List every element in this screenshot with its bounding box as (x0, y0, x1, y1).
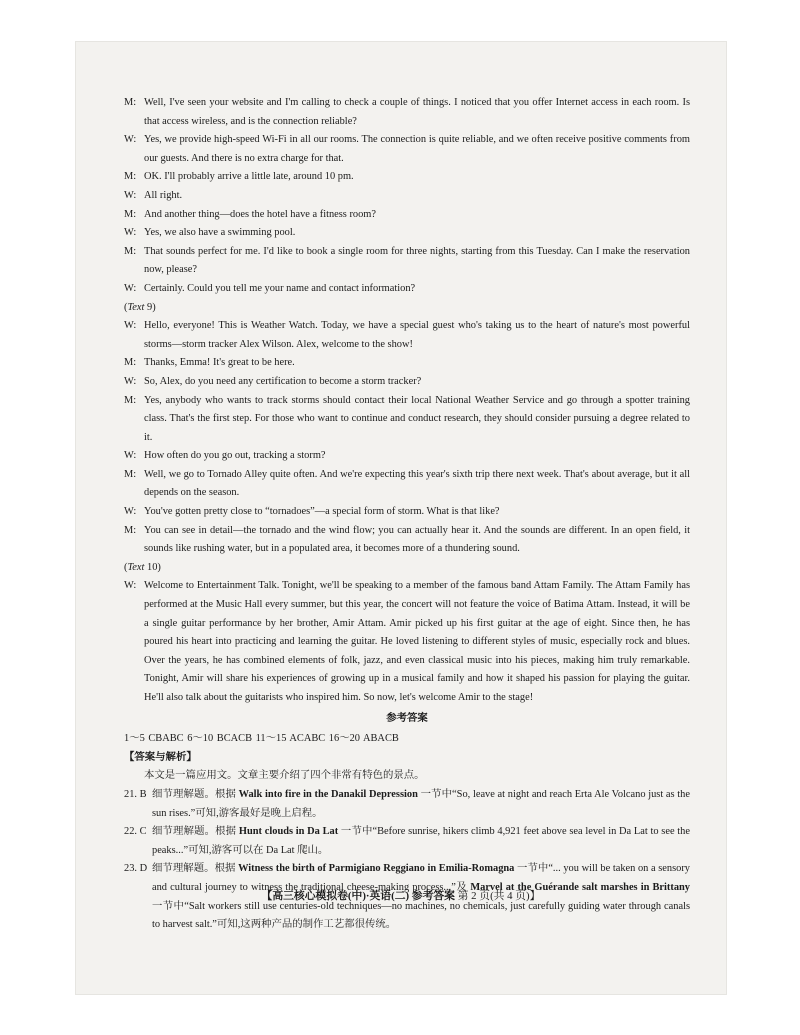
utterance-text: Yes, we provide high-speed Wi-Fi in all our rooms. The connection is quite reliable, and we often receive positive comments from our guests. And there is no extra charge for that. (144, 134, 690, 164)
question-explanations (124, 786, 690, 935)
explanation-fragment: 细节理解题。根据 (152, 826, 239, 838)
utterance-text: You can see in detail—the tornado and the wind flow; you can actually hear it. And the sounds are different. In an open field, it sounds like rushing water, but in a populated area, it becomes more of a thundering sound. (144, 524, 690, 555)
speaker-label: M: (124, 171, 137, 183)
utterance-text: Yes, we also have a swimming pool. (144, 227, 296, 239)
section-title: Walk into fire in the Danakil Depression (238, 788, 418, 800)
explanation-text (152, 786, 690, 823)
question-explanation (124, 786, 690, 823)
explanation-fragment: 一节中“... you will be taken on a sensory and cultural journey to witness the traditional cheese-making process...”及 (152, 863, 690, 893)
utterance-text: Hello, everyone! This is Weather Watch. Today, we have a special guest who's taking us to the heart of nature's most powerful storms—storm tracker Alex Wilson. Alex, welcome to the show! (144, 320, 690, 350)
dialogue-line (124, 466, 690, 503)
dialogue-line (124, 447, 690, 466)
speaker-label: M: (124, 97, 137, 108)
speaker-label: M: (124, 245, 137, 257)
dialogue-line (124, 224, 690, 243)
speaker-label: M: (124, 208, 137, 220)
dialogue-line (124, 94, 690, 131)
dialogue-hotel (124, 94, 690, 299)
question-number: 22. C (124, 826, 147, 838)
speaker-label: W: (124, 134, 137, 146)
utterance-text: All right. (144, 189, 183, 201)
dialogue-line (124, 131, 690, 168)
utterance-text: You've gotten pretty close to “tornadoes”—a special form of storm. What is that like? (144, 506, 500, 518)
explanation-fragment: 一节中“Salt workers still use centuries-old techniques—no machines, no chemicals, just carefully guiding water through canals to harvest salt.”可知,这两种产品的制作工艺都很传统。 (152, 900, 690, 931)
dialogue-line (124, 280, 690, 299)
answers-key: 1～5 CBABC 6～10 BCACB 11～15 ACABC 16～20 ABACB (124, 733, 399, 745)
utterance-text: So, Alex, do you need any certification to become a storm tracker? (144, 375, 422, 387)
dialogue-line (124, 354, 690, 373)
speaker-label: W: (124, 282, 137, 294)
speaker-label: W: (124, 450, 137, 462)
utterance-text: And another thing—does the hotel have a fitness room? (144, 208, 376, 220)
utterance-text: Yes, anybody who wants to track storms should contact their local National Weather Service and go through a spotter training class. That's the first step. For those who want to continue and conduct research, they should consider pursuing a degree related to it. (144, 394, 690, 443)
dialogue-line (124, 168, 690, 187)
speaker-label: W: (124, 189, 137, 201)
section-title: Hunt clouds in Da Lat (238, 826, 339, 838)
question-number: 21. B (124, 788, 147, 800)
dialogue-weather (124, 317, 690, 559)
speaker-label: W: (124, 506, 137, 518)
utterance-text: OK. I'll probably arrive a little late, around 10 pm. (144, 171, 354, 183)
speaker-label: M: (124, 394, 137, 406)
speaker-label: W: (124, 227, 137, 239)
monologue-text: Welcome to Entertainment Talk. Tonight, we'll be speaking to a member of the famous band Attam Family. The Attam Family has performed at the Music Hall every summer, but this year, the concert will not feature the voice of Batima Attam. Instead, it will be a single guitar performance by her brother, Amir Attam. Amir picked up his first guitar at the age of eight. Since then, he has poured his heart into practicing and learning the guitar. He loved listening to different styles of music, especially rock and blues. Over the years, he has combined elements of folk, jazz, and even classical music into his pieces, making him truly remarkable. Tonight, Amir will share his experiences of growing up in a musical family and how it shaped his passion for playing the guitar. He'll also talk about the guitarists who inspired him. So now, let's welcome Amir to the stage! (144, 580, 690, 703)
speaker-label: W: (124, 320, 137, 332)
monologue (124, 577, 690, 707)
page-footer: 【高三核心模拟卷(中)·英语(二) 参考答案 第 2 页(共 4 页)】 (261, 890, 541, 902)
explanation-fragment: 细节理解题。根据 (152, 788, 239, 800)
dialogue-line (124, 243, 690, 280)
dialogue-line (124, 187, 690, 206)
dialogue-line (124, 392, 690, 448)
text10-label: (Text 10) (124, 561, 161, 573)
speaker-label: M: (124, 524, 137, 536)
dialogue-line (124, 317, 690, 354)
speaker-label: W: (124, 375, 137, 387)
dialogue-line (124, 373, 690, 392)
utterance-text: Certainly. Could you tell me your name and contact information? (144, 282, 416, 294)
explanation-fragment: 细节理解题。根据 (152, 863, 239, 875)
answers-heading: 参考答案 (386, 712, 428, 724)
speaker-label: M: (124, 357, 137, 369)
utterance-text: How often do you go out, tracking a storm? (144, 450, 326, 462)
speaker-label: W: (124, 580, 137, 592)
utterance-text: Well, we go to Tornado Alley quite often. And we're expecting this year's sixth trip there next week. That's about average, but it all depends on the season. (144, 468, 690, 499)
text9-label: (Text 9) (124, 301, 156, 313)
analysis-intro: 本文是一篇应用文。文章主要介绍了四个非常有特色的景点。 (144, 770, 425, 782)
analysis-heading: 【答案与解析】 (124, 751, 197, 763)
explanation-fragment: 一节中“So, leave at night and reach Erta Ale Volcano just as the sun rises.”可知,游客最好是晚上启程。 (152, 788, 690, 819)
utterance-text: That sounds perfect for me. I'd like to book a single room for three nights, starting from this Tuesday. Can I make the reservation now, please? (144, 245, 690, 276)
section-title: Witness the birth of Parmigiano Reggiano in Emilia-Romagna (238, 863, 515, 875)
dialogue-line (124, 206, 690, 225)
question-explanation (124, 823, 690, 860)
utterance-text: Well, I've seen your website and I'm calling to check a couple of things. I noticed that you offer Internet access in each room. Is that access wireless, and is the connection reliable? (144, 97, 690, 127)
explanation-fragment: 一节中“Before sunrise, hikers climb 4,921 feet above sea level in Da Lat to see the peaks...”可知,游客可以在 Da Lat 爬山。 (152, 826, 690, 856)
page-content (124, 94, 690, 935)
dialogue-line (124, 503, 690, 522)
document-page (76, 42, 726, 994)
question-number: 23. D (124, 863, 148, 875)
section-title: Marvel at the Guérande salt marshes in Brittany (470, 881, 690, 893)
utterance-text: Thanks, Emma! It's great to be here. (144, 357, 295, 369)
speaker-label: M: (124, 468, 137, 480)
explanation-text (152, 823, 690, 860)
dialogue-line (124, 522, 690, 559)
